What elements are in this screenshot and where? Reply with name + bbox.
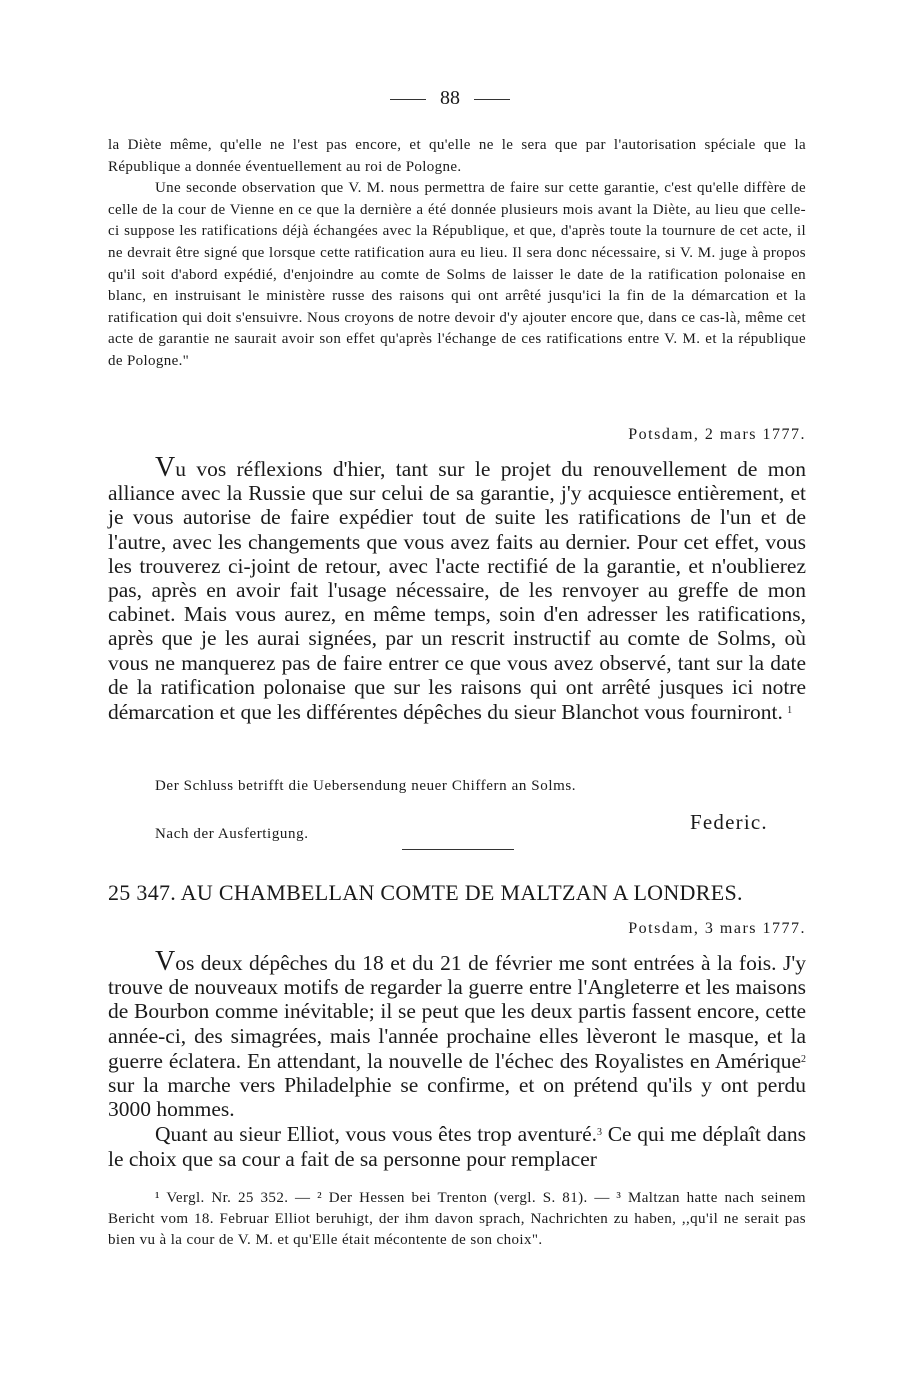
page-number-text: 88	[440, 87, 460, 109]
letter1-date: Potsdam, 2 mars 1777.	[628, 426, 806, 443]
letter1-note: Der Schluss betrifft die Uebersendung neuer Chiffern an Solms.	[155, 778, 577, 794]
letter1-body	[108, 452, 806, 725]
letter1-footnote-ref: 1	[787, 705, 793, 717]
letter1-paragraph	[108, 452, 806, 725]
letter2-para1-text-a: os deux dépêches du 18 et du 21 de février me sont entrées à la fois. J'y trouve de nouveaux motifs de regarder la guerre entre l'Angleterre et les maisons de Bourbon comme inévitable; il se peut que les deux partis fassent encore, cette année-ci, des simagrées, mais l'année prochaine elles lèveront le masque, et la guerre éclatera. En attendant, la nouvelle de l'échec des Royalistes en Amérique	[108, 951, 806, 1073]
letter2-paragraph-2	[108, 1121, 806, 1170]
letter2-initial: V	[155, 946, 176, 977]
letter1-body-text: u vos réflexions d'hier, tant sur le projet du renouvellement de mon alliance avec la Russie que sur celui de sa garantie, j'y acquiesce entièrement, et je vous autorise de faire expédier tout de suite les ratifications de l'un et de l'autre, avec les changements que vous avez faits au dernier. Pour cet effet, vous les trouverez ci-joint de retour, avec l'acte rectifié de la garantie, et n'oublierez pas, après en avoir fait l'usage nécessaire, de les renvoyer au greffe de mon cabinet. Mais vous aurez, en même temps, soin d'en adresser les ratifications, après que je les aurai signées, par un rescrit instructif au comte de Solms, où vous ne manquerez pas de faire entrer ce que vous avez observé, tant sur la date de la ratification polonaise que sur les raisons qui ont arrêté jusques ici notre démarcation et que les différentes dépêches du sieur Blanchot vous fourniront.	[108, 457, 806, 725]
letter2-para1-text-b: sur la marche vers Philadelphie se confirme, et on prétend qu'ils y ont perdu 3000 hommes.	[108, 1073, 806, 1122]
intro-text-block	[108, 135, 806, 373]
page-number-dash-left	[390, 99, 426, 100]
letter2-heading: 25 347. AU CHAMBELLAN COMTE DE MALTZAN A LONDRES.	[108, 880, 743, 905]
letter2-footnote-ref-3: 3	[597, 1127, 602, 1139]
intro-paragraph-1: la Diète même, qu'elle ne l'est pas encore, et qu'elle ne le sera que par l'autorisation spéciale que la République a donnée éventuellement au roi de Pologne.	[108, 137, 806, 175]
page-number-dash-right	[474, 99, 510, 100]
footnotes: ¹ Vergl. Nr. 25 352. — ² Der Hessen bei Trenton (vergl. S. 81). — ³ Maltzan hatte nach seinem Bericht vom 18. Februar Elliot beruhigt, der ihm davon sprach, Nachrichten zu haben, ,,qu'il ne serait pas bien vu à la cour de V. M. et qu'Elle était mécontente de son choix".	[108, 1190, 806, 1248]
letter2-body	[108, 946, 806, 1171]
letter1-signature: Federic.	[690, 810, 768, 834]
letter2-para2-text-b: Ce qui me déplaît dans le choix que sa cour a fait de sa personne pour remplacer	[108, 1122, 806, 1171]
letter2-paragraph-1	[108, 946, 806, 1122]
section-divider	[402, 849, 514, 850]
letter2-footnote-ref-2: 2	[801, 1053, 806, 1065]
letter1-source: Nach der Ausfertigung.	[155, 826, 309, 842]
letter1-initial: V	[155, 452, 176, 483]
page-number	[0, 84, 900, 112]
intro-paragraph-2: Une seconde observation que V. M. nous permettra de faire sur cette garantie, c'est qu'elle diffère de celle de la cour de Vienne en ce que la dernière a été donnée plusieurs mois avant la Diète, au lieu que celle-ci suppose les ratifications déjà échangées avec la République, et que, d'après toute la tournure de cet acte, il ne devrait être signé que lorsque cette ratification aura eu lieu. Il sera donc nécessaire, si V. M. juge à propos qu'il soit d'abord expédié, d'enjoindre au comte de Solms de laisser le date de la ratification polonaise en blanc, en instruisant le ministère russe des raisons qui ont arrêté jusqu'ici la fin de la démarcation et la ratification qui doit s'ensuivre. Nous croyons de notre devoir d'y ajouter encore que, dans ce cas-là, même cet acte de garantie ne saurait avoir son effet qu'après l'échange de ces ratifications entre V. M. et la république de Pologne."	[108, 180, 806, 369]
letter2-para2-text-a: Quant au sieur Elliot, vous vous êtes trop aventuré.	[155, 1122, 597, 1147]
letter2-date: Potsdam, 3 mars 1777.	[628, 920, 806, 937]
